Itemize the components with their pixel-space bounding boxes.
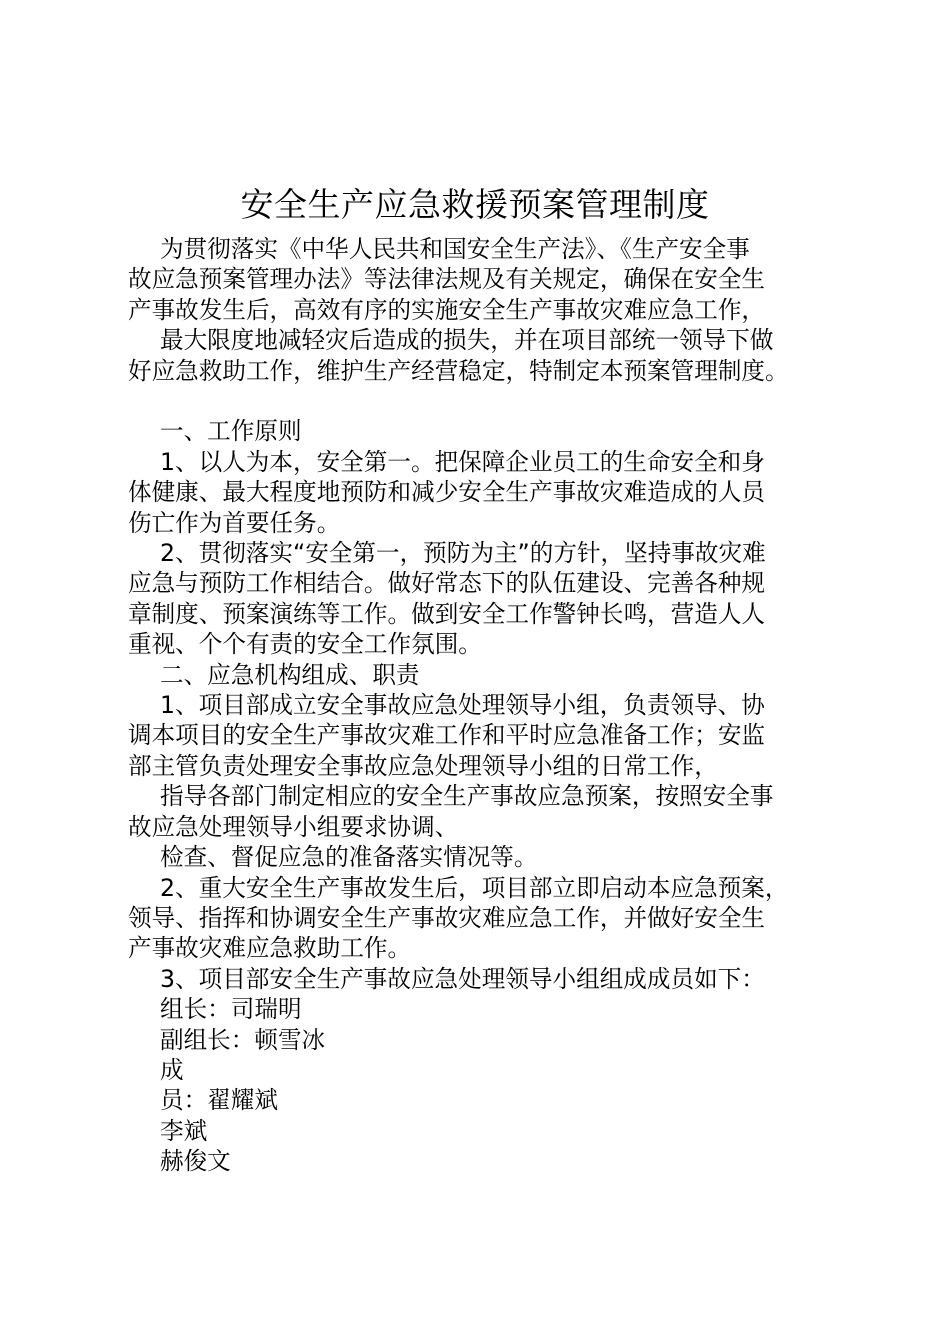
principle-2-line-1: 2、贯彻落实“安全第一，预防为主”的方针，坚持事故灾难 <box>160 539 766 568</box>
org-2-line-1: 2、重大安全生产事故发生后，项目部立即启动本应急预案， <box>160 873 789 902</box>
principle-2-line-3: 章制度、预案演练等工作。做到安全工作警钟长鸣，营造人人 <box>128 599 766 628</box>
intro-line-1: 为贯彻落实《中华人民共和国安全生产法》、《生产安全事 <box>160 235 750 263</box>
intro-line-2: 故应急预案管理办法》等法律法规及有关规定，确保在安全生 <box>128 265 766 294</box>
principle-1-line-3: 伤亡作为首要任务。 <box>128 508 341 537</box>
org-1-line-1: 1、项目部成立安全事故应急处理领导小组，负责领导、协 <box>160 691 765 720</box>
member-name: 赫俊文 <box>160 1147 231 1176</box>
intro-line-3: 产事故发生后，高效有序的实施安全生产事故灾难应急工作， <box>128 295 766 324</box>
document-body <box>128 234 848 1177</box>
paragraph-gap <box>128 386 848 416</box>
member-label-part-2: 员：翟耀斌 <box>160 1086 278 1115</box>
org-2-line-2: 领导、指挥和协调安全生产事故灾难应急工作，并做好安全生 <box>128 903 766 932</box>
document-title: 安全生产应急救援预案管理制度 <box>240 185 710 224</box>
intro-line-4: 最大限度地减轻灾后造成的损失，并在项目部统一领导下做 <box>160 326 774 355</box>
org-3-line-1: 3、项目部安全生产事故应急处理领导小组组成成员如下： <box>160 964 765 993</box>
section-heading-organization: 二、应急机构组成、职责 <box>160 660 420 689</box>
intro-line-5: 好应急救助工作，维护生产经营稳定，特制定本预案管理制度。 <box>128 356 789 385</box>
org-1-line-2: 调本项目的安全生产事故灾难工作和平时应急准备工作；安监 <box>128 721 766 750</box>
principle-2-line-2: 应急与预防工作相结合。做好常态下的队伍建设、完善各种规 <box>128 569 766 598</box>
member-leader: 组长：司瑞明 <box>160 995 302 1024</box>
member-label-part-1: 成 <box>160 1055 184 1084</box>
org-1-line-4: 指导各部门制定相应的安全生产事故应急预案，按照安全事 <box>160 782 774 811</box>
org-1-line-3: 部主管负责处理安全事故应急处理领导小组的日常工作， <box>128 751 718 780</box>
principle-1-line-2: 体健康、最大程度地预防和减少安全生产事故灾难造成的人员 <box>128 478 766 507</box>
member-name: 李斌 <box>160 1116 208 1145</box>
org-1-line-6: 检查、督促应急的准备落实情况等。 <box>160 843 538 872</box>
member-deputy-leader: 副组长：顿雪冰 <box>160 1025 326 1054</box>
org-1-line-5: 故应急处理领导小组要求协调、 <box>128 812 459 841</box>
org-2-line-3: 产事故灾难应急救助工作。 <box>128 934 412 963</box>
section-heading-principles: 一、工作原则 <box>160 417 302 446</box>
principle-2-line-4: 重视、个个有责的安全工作氛围。 <box>128 630 482 659</box>
principle-1-line-1: 1、以人为本，安全第一。把保障企业员工的生命安全和身 <box>160 447 765 476</box>
